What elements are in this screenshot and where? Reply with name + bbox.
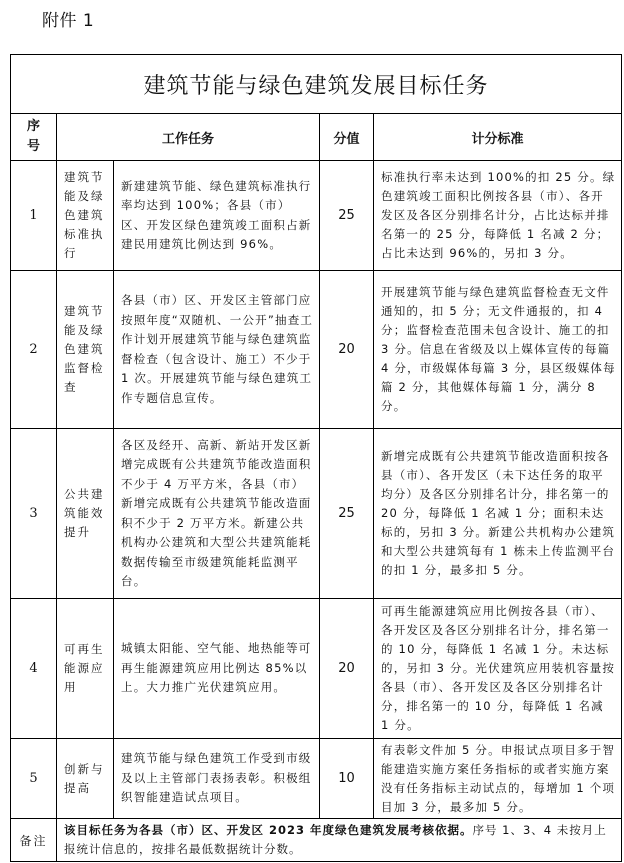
- row-task: 城镇太阳能、空气能、地热能等可再生能源建筑应用比例达 85%以上。大力推广光伏建筑应用。: [114, 599, 320, 739]
- header-score: 分值: [320, 114, 374, 161]
- header-task: 工作任务: [57, 114, 320, 161]
- row-score: 20: [320, 599, 374, 739]
- row-category: 建筑节能及绿色建筑标准执行: [57, 161, 114, 271]
- table-row: [11, 599, 622, 739]
- row-number: 3: [11, 429, 57, 599]
- table-row: [11, 161, 622, 271]
- target-task-table: [10, 54, 622, 862]
- remarks-row: [11, 819, 622, 862]
- remarks-label: 备注: [11, 819, 57, 862]
- row-criteria: 有表彰文件加 5 分。申报试点项目多于智能建造实施方案任务指标的或者实施方案没有任务指标主动试点的，每增加 1 个项目加 3 分，最多加 5 分。: [374, 739, 622, 819]
- remarks-text: 序号 1、3、4 未按月上报统计信息的，按排名最低数据统计分数。: [64, 823, 607, 856]
- row-category: 建筑节能及绿色建筑监督检查: [57, 271, 114, 429]
- row-category: 创新与提高: [57, 739, 114, 819]
- row-number: 4: [11, 599, 57, 739]
- row-number: 1: [11, 161, 57, 271]
- row-criteria: 开展建筑节能与绿色建筑监督检查无文件通知的，扣 5 分；无文件通报的，扣 4 分；监督检查范围未包含设计、施工的扣 3 分。信息在省级及以上媒体宣传的每篇 4 分，市级媒体每篇 3 分，县区级媒体每篇 2 分，其他媒体每篇 1 分，满分 8 分。: [374, 271, 622, 429]
- row-category: 可再生能源应用: [57, 599, 114, 739]
- table-row: [11, 739, 622, 819]
- attachment-label: 附件 1: [42, 11, 95, 31]
- header-row: [11, 114, 622, 161]
- table-title: 建筑节能与绿色建筑发展目标任务: [11, 55, 622, 114]
- row-criteria: 可再生能源建筑应用比例按各县（市）、各开发区及各区分别排名计分，排名第一的 10 分，每降低 1 名减 1 分。未达标的，另扣 3 分。光伏建筑应用装机容量按各县（市）、各开发区及各区分别排名计分，排名第一的 10 分，每降低 1 名减 1 分。: [374, 599, 622, 739]
- remarks-bold-text: 该目标任务为各县（市）区、开发区 2023 年度绿色建筑发展考核依据。: [64, 823, 473, 837]
- row-criteria: 新增完成既有公共建筑节能改造面积按各县（市）、各开发区（未下达任务的取平均分）及各区分别排名计分，排名第一的 20 分，每降低 1 名减 1 分；面积未达标的，另扣 3 分。新建公共机构办公建筑和大型公共建筑每有 1 栋未上传监测平台的扣 1 分，最多扣 5 分。: [374, 429, 622, 599]
- row-task: 建筑节能与绿色建筑工作受到市级及以上主管部门表扬表彰。积极组织智能建造试点项目。: [114, 739, 320, 819]
- row-number: 2: [11, 271, 57, 429]
- remarks-content: [57, 819, 622, 862]
- row-criteria: 标准执行率未达到 100%的扣 25 分。绿色建筑竣工面积比例按各县（市）、各开发区及各区分别排名计分，占比达标并排名第一的 25 分，每降低 1 名减 2 分；占比未达到 96%的，另扣 3 分。: [374, 161, 622, 271]
- row-number: 5: [11, 739, 57, 819]
- row-score: 25: [320, 429, 374, 599]
- row-score: 20: [320, 271, 374, 429]
- row-category: 公共建筑能效提升: [57, 429, 114, 599]
- header-criteria: 计分标准: [374, 114, 622, 161]
- header-seq: 序号: [11, 114, 57, 161]
- row-score: 10: [320, 739, 374, 819]
- row-score: 25: [320, 161, 374, 271]
- row-task: 新建建筑节能、绿色建筑标准执行率均达到 100%；各县（市）区、开发区绿色建筑竣工面积占新建民用建筑比例达到 96%。: [114, 161, 320, 271]
- table-row: [11, 271, 622, 429]
- table-row: [11, 429, 622, 599]
- row-task: 各县（市）区、开发区主管部门应按照年度“双随机、一公开”抽查工作计划开展建筑节能与绿色建筑监督检查（包含设计、施工）不少于 1 次。开展建筑节能与绿色建筑工作专题信息宣传。: [114, 271, 320, 429]
- row-task: 各区及经开、高新、新站开发区新增完成既有公共建筑节能改造面积不少于 4 万平方米，各县（市）新增完成既有公共建筑节能改造面积不少于 2 万平方米。新建公共机构办公建筑和大型公共建筑能耗数据传输至市级建筑能耗监测平台。: [114, 429, 320, 599]
